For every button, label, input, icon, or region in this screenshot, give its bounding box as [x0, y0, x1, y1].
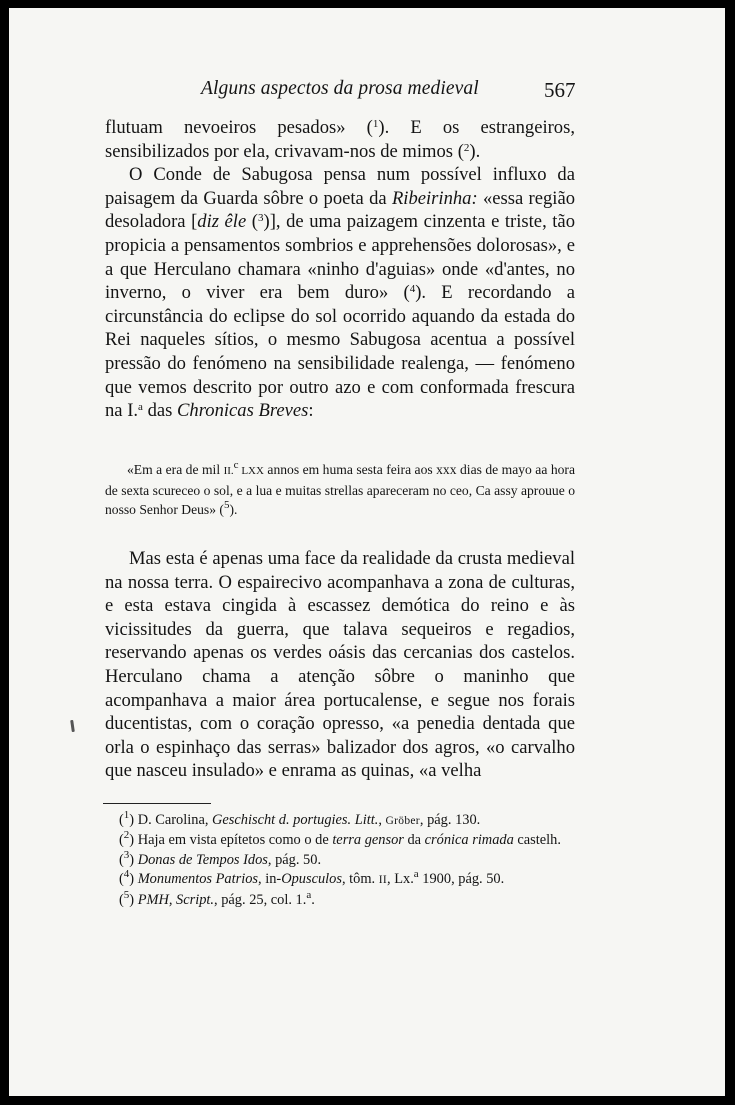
footnote-ref-3: 3 — [258, 212, 264, 225]
text-run: , pág. 130. — [419, 812, 481, 828]
title-ribeirinha: Ribeirinha: — [391, 187, 478, 209]
text-run: D. Carolina, — [134, 812, 213, 828]
text-run: , pág. 50. — [267, 851, 322, 868]
text-run: «essa região desoladora [ — [105, 187, 575, 233]
page-number: 567 — [544, 78, 576, 102]
text-run: , Lx. — [387, 871, 414, 888]
text-run: da — [403, 832, 425, 849]
footnote-3: ($^3$) Donas de Tempos Idos, pág. 50. — [119, 848, 322, 868]
footnotes — [105, 811, 573, 910]
ordinal-mark: a — [138, 401, 143, 414]
footnote-5: ($^5$) PMH, Script., pág. 25, col. 1.$^a$. — [119, 888, 315, 908]
cited-title: Monumentos Patrios — [137, 871, 259, 888]
cited-title: Opusculos — [281, 871, 342, 888]
footnote-ref-2: 2 — [463, 141, 470, 154]
cited-title: PMH, Script. — [137, 891, 215, 908]
cited-author: Gröber — [385, 815, 420, 827]
roman-numeral: II. — [223, 465, 234, 477]
text-run: , — [378, 812, 386, 828]
cited-title: Donas de Tempos Idos — [137, 851, 268, 868]
footnote-number: 4 — [123, 868, 130, 881]
page-header — [9, 78, 725, 104]
cited-title: Geschischt d. portugies. Litt. — [212, 812, 379, 828]
text-run: das — [142, 400, 178, 422]
text-run: , in- — [258, 871, 282, 888]
text-run: . E recordando a circunstância do eclipse do sol ocorrido aquando da estada do Rei naqueles sítios, o mesmo Sabugosa acentua a possível pressão do fenómeno na sensibilidade realenga, — fenómeno que vemos descrito por outro azo e com conformada frescura na I. — [105, 282, 575, 422]
ordinal-mark: a — [413, 868, 419, 881]
text-run: . — [311, 891, 315, 908]
footnote-ref-5: 5 — [223, 499, 230, 512]
footnote-ref-4: 4 — [409, 283, 416, 296]
text-run: : — [308, 400, 314, 422]
text-run: . — [475, 140, 481, 162]
text-run: . — [233, 502, 238, 518]
footnote-number: 3 — [123, 848, 130, 861]
block-quote: «Em a era de mil II.$^c$ LXX annos em huma sesta feira aos xxx dias de mayo aa hora de sexta scureceo o sol, e a lua e muitas strellas apareceram no ceo, Ca assy aprouue o nosso Senhor Deus» ($^5$). — [105, 459, 575, 518]
text-run: , pág. 25, col. 1. — [214, 891, 307, 908]
text-run: Haja em vista epítetos como o de — [134, 832, 333, 849]
book-page — [9, 8, 725, 1096]
footnote-number: 1 — [123, 809, 130, 821]
paragraph-2: O Conde de Sabugosa pensa num possível influxo da paisagem da Guarda sôbre o poeta da Ribeirinha: «essa região desoladora [diz êle ($^3$)], de uma paizagem cinzenta e triste, tão propicia a pensamentos sombrios e apprehensões dolorosas», e a que Herculano chamara «ninho d'aguias» onde «d'antes, no inverno, o viver era bem duro» ($^4$). E recordando a circunstância do eclipse do sol ocorrido aquando da estada do Rei naqueles sítios, o mesmo Sabugosa acentua a possível pressão do fenómeno na sensibilidade realenga, — fenómeno que vemos descrito por outro azo e com conformada frescura na I.$^a$ das Chronicas Breves: — [105, 164, 575, 422]
paragraph-3: Mas esta é apenas uma face da realidade da crusta medieval na nossa terra. O espairecivo acompanhava a zona de culturas, e esta estava cingida à escassez demótica do reino e às vicissitudes da guerra, que talava sequeiros e regadios, reservando apenas os verdes oásis das cercanias dos castelos. Herculano chama a atenção sôbre o maninho que acompanhava a maior área portucalense, e segue nos forais ducentistas, com o coração opresso, «a penedia dentada que orla o espinhaço das serras» balizador dos agros, «o carvalho que nasceu insulado» e enrama as quinas, «a velha — [105, 548, 575, 782]
footnote-2: ($^2$) Haja em vista epítetos como o de terra gensor da crónica rimada castelh. — [119, 829, 561, 849]
margin-mark — [70, 720, 75, 732]
text-run: . E os estrangeiros, sensibilizados por ela, crivavam-nos de mimos — [105, 117, 575, 162]
volume-number: II — [378, 874, 388, 887]
text-run: «Em a era de mil — [127, 462, 224, 477]
text-run: 1900, pág. 50. — [418, 871, 505, 888]
text-run: annos em huma sesta feira aos xxx dias de mayo aa hora de sexta scureceo o sol, e a lua e muitas strellas apareceram no ceo, Ca assy aprouue o nosso Senhor Deus» — [105, 462, 575, 518]
footnote-ref-1: 1 — [372, 118, 379, 130]
text-run: , tôm. — [341, 871, 379, 888]
cited-title: crónica rimada — [424, 832, 514, 849]
ordinal-mark: a — [306, 888, 312, 901]
paragraph-1: flutuam nevoeiros pesados» ($^1$). E os estrangeiros, sensibilizados por ela, crivavam-nos de mimos ($^2$). — [105, 117, 575, 162]
main-text — [105, 116, 575, 423]
cited-term: terra gensor — [332, 832, 404, 849]
text-run: ], de uma paizagem cinzenta e triste, tão propicia a pensamentos sombrios e apprehensões dolorosas», e a que Herculano chamara «ninho d'aguias» onde «d'antes, no inverno, o viver era bem duro» — [105, 211, 575, 304]
footnote-4: ($^4$) Monumentos Patrios, in-Opusculos, tôm. II, Lx.$^a$ 1900, pág. 50. — [119, 868, 505, 888]
running-title: Alguns aspectos da prosa medieval — [201, 78, 479, 99]
text-run: flutuam nevoeiros pesados» — [105, 117, 346, 138]
title-chronicas-breves: Chronicas Breves — [177, 400, 309, 422]
roman-numeral: LXX — [238, 465, 264, 477]
diz-ele: diz êle — [197, 211, 247, 233]
footnote-number: 5 — [123, 888, 130, 901]
footnote-1: ($^1$) D. Carolina, Geschischt d. portugies. Litt., Gröber, pág. 130. — [119, 809, 481, 828]
footnote-rule — [103, 803, 211, 804]
text-run: O Conde de Sabugosa pensa num possível influxo da paisagem da Guarda sôbre o poeta da — [105, 164, 575, 209]
text-run: castelh. — [513, 832, 561, 849]
ordinal-mark: c — [233, 459, 239, 471]
footnote-number: 2 — [123, 829, 130, 842]
